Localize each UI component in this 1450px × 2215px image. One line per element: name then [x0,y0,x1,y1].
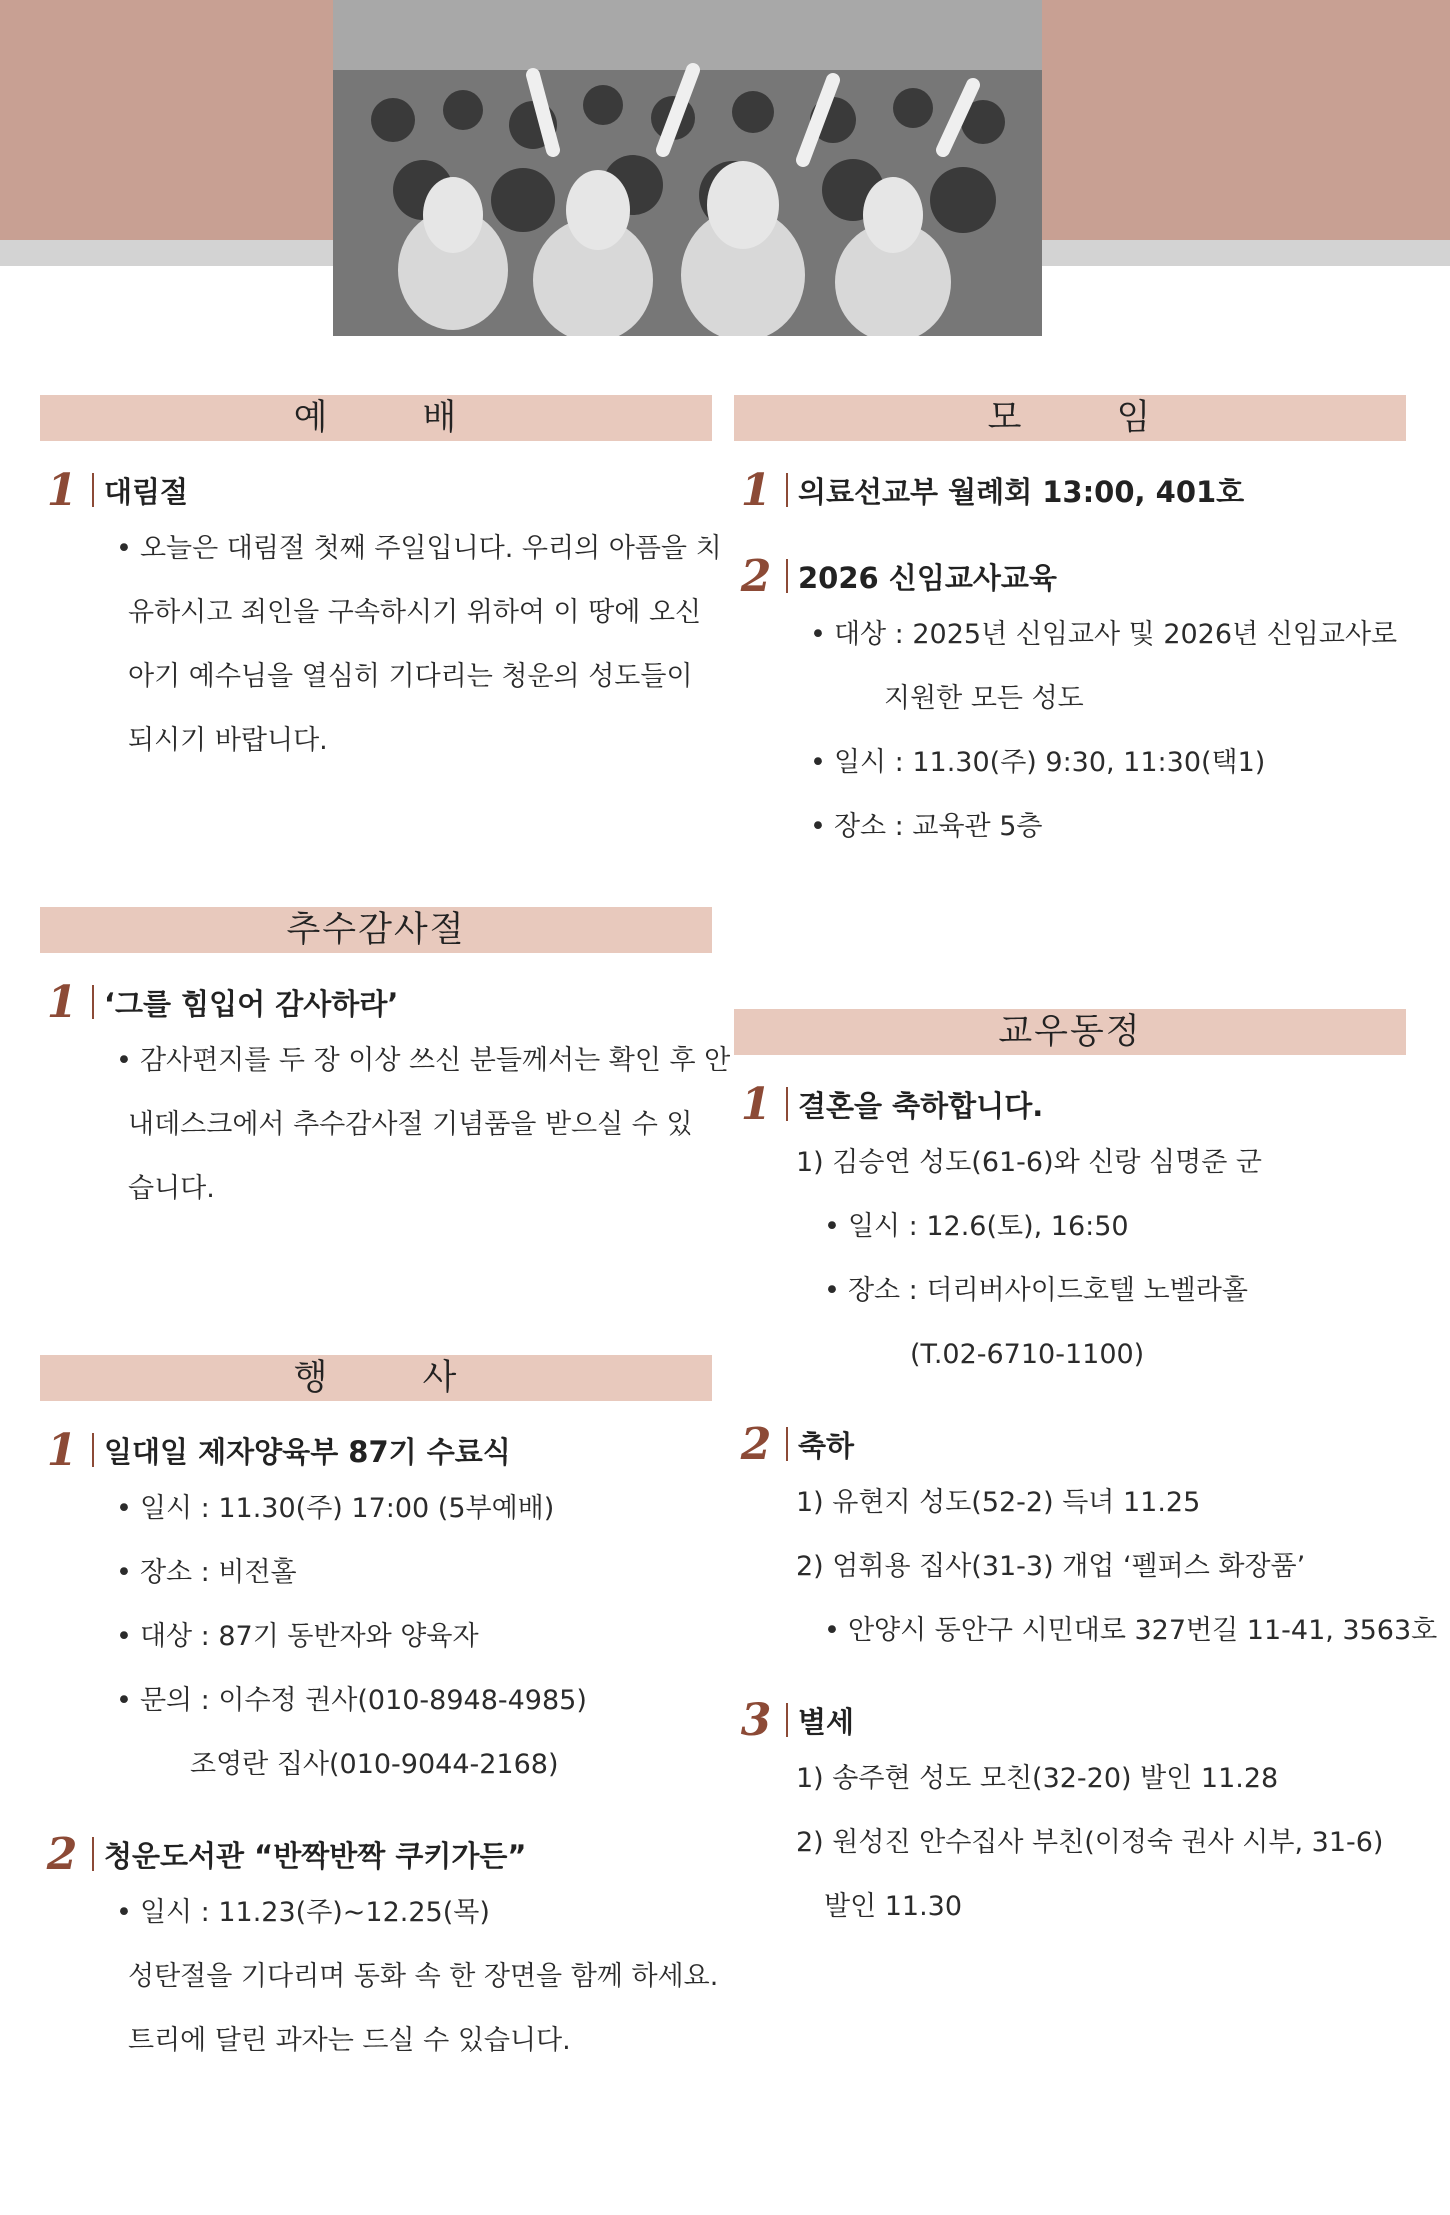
text-line: • 일시 : 11.30(주) 9:30, 11:30(택1) [734,731,1406,795]
divider [92,1837,94,1871]
item-number: 2 [740,1418,772,1470]
left-column [40,395,731,2073]
text-line: • 장소 : 교육관 5층 [734,795,1406,859]
section-title-thanksgiving: 추수감사절 [40,907,712,953]
fellowship-item-1 [734,1077,1406,1131]
divider [92,473,94,507]
text-line: • 일시 : 12.6(토), 16:50 [734,1195,1406,1259]
item-number: 1 [46,1424,78,1476]
divider [786,1087,788,1121]
section-title-events: 행 사 [40,1355,712,1401]
text-line: • 대상 : 87기 동반자와 양육자 [40,1605,712,1669]
item-detail: 13:00, 401호 [1042,474,1245,509]
text-line: • 장소 : 더리버사이드호텔 노벨라홀 [734,1259,1406,1323]
section-title-fellowship: 교우동정 [734,1009,1406,1055]
meetings-item-2 [734,549,1406,603]
fellowship-item-2 [734,1417,1406,1471]
text-line: • 일시 : 11.23(주)~12.25(목) [40,1881,712,1945]
item-title: 청운도서관 “반짝반짝 쿠키가든” [104,1838,527,1873]
text-line: • 장소 : 비전홀 [40,1541,712,1605]
section-title-meetings: 모 임 [734,395,1406,441]
text-line: 조영란 집사(010-9044-2168) [190,1749,559,1780]
worship-item-1 [40,463,712,517]
text-line: • 안양시 동안구 시민대로 327번길 11-41, 3563호 [734,1599,1406,1663]
text-line: 트리에 달린 과자는 드실 수 있습니다. [128,2025,571,2056]
item-title: 일대일 제자양육부 87기 수료식 [104,1434,511,1469]
text-line: 발인 11.30 [824,1891,963,1922]
divider [786,1427,788,1461]
events-item-2 [40,1827,712,1881]
text-line: • 감사편지를 두 장 이상 쓰신 분들께서는 확인 후 안 [40,1029,712,1093]
text-line: • 대상 : 2025년 신임교사 및 2026년 신임교사로 [734,603,1406,667]
text-line: 내데스크에서 추수감사절 기념품을 받으실 수 있 [128,1109,693,1140]
text-line: 1) 김승연 성도(61-6)와 신랑 심명준 군 [796,1147,1262,1178]
text-line: 2) 엄휘용 집사(31-3) 개업 ‘펠퍼스 화장품’ [796,1551,1306,1582]
item-number: 1 [740,1078,772,1130]
divider [786,1703,788,1737]
text-line: 2) 원성진 안수집사 부친(이정숙 권사 시부, 31-6) [796,1827,1384,1858]
text-line: (T.02-6710-1100) [910,1339,1145,1370]
divider [786,473,788,507]
item-title: 결혼을 축하합니다. [798,1088,1044,1123]
text-line: • 문의 : 이수정 권사(010-8948-4985) [40,1669,712,1733]
text-line: 지원한 모든 성도 [884,683,1084,714]
item-number: 2 [46,1828,78,1880]
divider [92,1433,94,1467]
item-title: ‘그를 힘입어 감사하라’ [104,986,399,1021]
item-number: 1 [740,464,772,516]
text-line: 1) 유현지 성도(52-2) 득녀 11.25 [796,1487,1201,1518]
text-line: 되시기 바랍니다. [128,725,328,756]
item-title: 별세 [798,1704,855,1739]
text-line: • 오늘은 대림절 첫째 주일입니다. 우리의 아픔을 치 [40,517,712,581]
text-line: 습니다. [128,1173,215,1204]
item-title: 2026 신임교사교육 [798,560,1057,595]
meetings-item-1 [734,463,1406,517]
text-line: 성탄절을 기다리며 동화 속 한 장면을 함께 하세요. [128,1961,719,1992]
divider [786,559,788,593]
text-line: 유하시고 죄인을 구속하시기 위하여 이 땅에 오신 [128,597,702,628]
item-title: 대림절 [104,474,189,509]
item-number: 3 [740,1694,772,1746]
text-line: • 일시 : 11.30(주) 17:00 (5부예배) [40,1477,712,1541]
item-title: 의료선교부 월례회 [798,474,1033,509]
divider [92,985,94,1019]
right-column [734,395,1438,1939]
item-title: 축하 [798,1428,855,1463]
text-line: 아기 예수님을 열심히 기다리는 청운의 성도들이 [128,661,693,692]
fellowship-item-3 [734,1693,1406,1747]
thanksgiving-item-1 [40,975,712,1029]
section-title-worship: 예 배 [40,395,712,441]
worship-photo [333,0,1042,336]
text-line: 1) 송주현 성도 모친(32-20) 발인 11.28 [796,1763,1279,1794]
item-number: 2 [740,550,772,602]
item-number: 1 [46,464,78,516]
item-number: 1 [46,976,78,1028]
events-item-1 [40,1423,712,1477]
